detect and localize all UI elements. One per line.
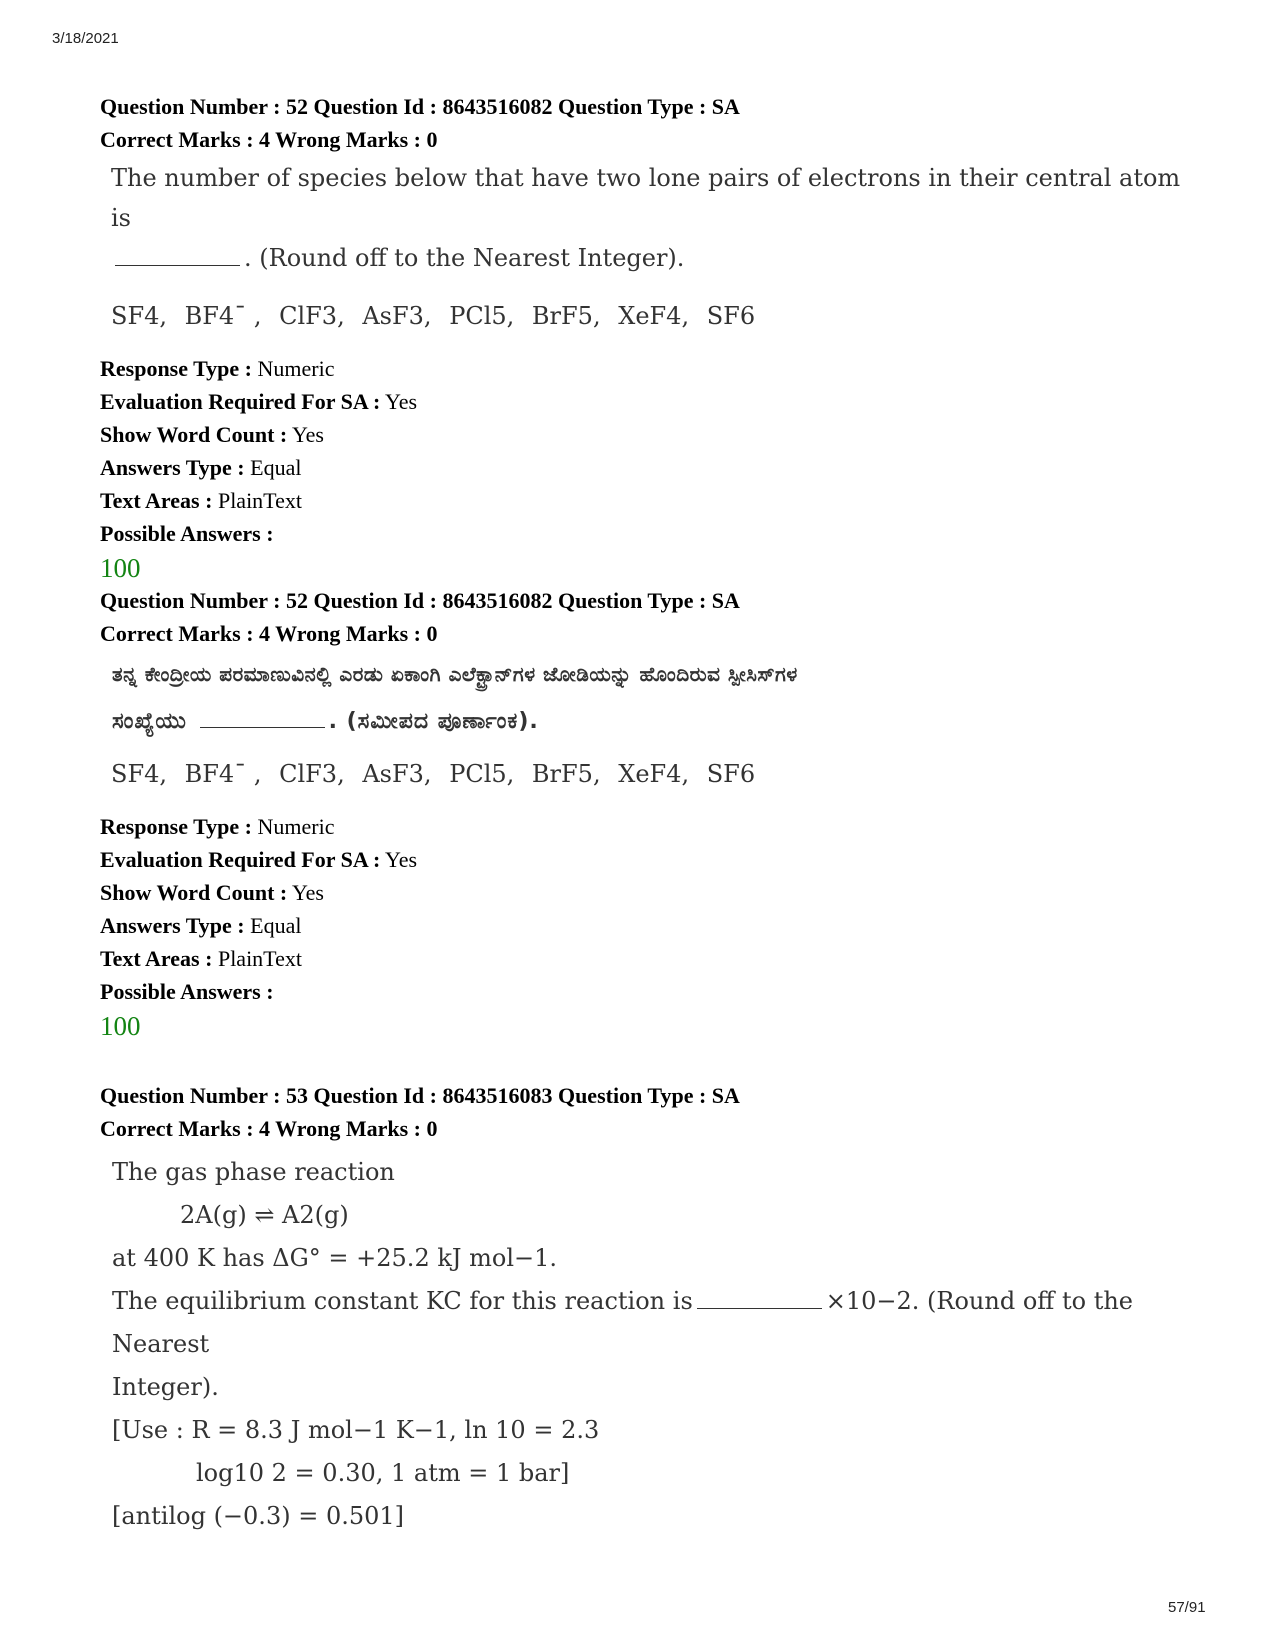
stem-line: [Use : R = 8.3 J mol−1 K−1, ln 10 = 2.3 [112, 1416, 600, 1444]
page-number: 57/91 [1168, 1599, 1206, 1616]
question-header: Question Number : 52 Question Id : 8643516082 Question Type : SA [100, 94, 740, 119]
species-list [111, 760, 1200, 788]
species-brf5: BrF5, [531, 760, 601, 788]
question-block-52-kn [100, 584, 1200, 1044]
question-stem [100, 1151, 1200, 1538]
evaluation-required: Evaluation Required For SA : Yes [100, 389, 418, 414]
species-bf4: BF4¯ , [184, 302, 262, 330]
stem-line: The equilibrium constant KC for this reaction is ×10−2. (Round off to the Nearest [112, 1287, 1133, 1358]
response-type: Response Type : Numeric [100, 356, 335, 381]
question-header: Question Number : 53 Question Id : 8643516083 Question Type : SA [100, 1083, 740, 1108]
marks-header: Correct Marks : 4 Wrong Marks : 0 [100, 621, 438, 646]
question-stem-kannada: ತನ್ನ ಕೇಂದ್ರೀಯ ಪರಮಾಣುವಿನಲ್ಲಿ ಎರಡು ಏಕಾಂಗಿ ಎಲೆಕ್ಟ್ರಾನ್‌ಗಳ ಜೋಡಿಯನ್ನು ಹೊಂದಿರುವ ಸ್ಪೀಸಿಸ್‌ಗಳ ಸಂಖ್ಯೆಯು . (ಸಮೀಪದ ಪೂರ್ಣಾಂಕ). [112, 662, 798, 734]
species-sf4: SF4, [111, 302, 167, 330]
question-header: Question Number : 52 Question Id : 8643516082 Question Type : SA [100, 588, 740, 613]
possible-answer-value: 100 [100, 1011, 141, 1041]
print-date: 3/18/2021 [52, 30, 119, 47]
stem-line: Integer). [112, 1373, 219, 1401]
species-sf4: SF4, [111, 760, 167, 788]
answers-type: Answers Type : Equal [100, 913, 302, 938]
stem-line: log10 2 = 0.30, 1 atm = 1 bar] [196, 1459, 570, 1487]
species-list [111, 302, 1200, 330]
question-block-52-en [100, 90, 1200, 586]
text-areas: Text Areas : PlainText [100, 946, 302, 971]
species-asf3: AsF3, [362, 302, 432, 330]
stem-line: The gas phase reaction [112, 1158, 395, 1186]
answers-type: Answers Type : Equal [100, 455, 302, 480]
answer-blank [697, 1286, 822, 1309]
species-xef4: XeF4, [618, 302, 690, 330]
species-clf3: ClF3, [279, 302, 345, 330]
species-brf5: BrF5, [531, 302, 601, 330]
question-block-53 [100, 1079, 1200, 1538]
reaction-equation: 2A(g) ⇌ A2(g) [180, 1201, 349, 1229]
species-clf3: ClF3, [279, 760, 345, 788]
possible-answer-value: 100 [100, 553, 141, 583]
possible-answers-label: Possible Answers : [100, 979, 274, 1004]
species-pcl5: PCl5, [449, 760, 515, 788]
answer-blank [115, 243, 240, 266]
species-bf4: BF4¯ , [184, 760, 262, 788]
show-word-count: Show Word Count : Yes [100, 422, 324, 447]
species-xef4: XeF4, [618, 760, 690, 788]
show-word-count: Show Word Count : Yes [100, 880, 324, 905]
marks-header: Correct Marks : 4 Wrong Marks : 0 [100, 127, 438, 152]
species-sf6: SF6 [706, 760, 756, 788]
species-pcl5: PCl5, [449, 302, 515, 330]
question-stem: The number of species below that have two lone pairs of electrons in their central atom is . (Round off to the Nearest Integer). [111, 164, 1181, 272]
possible-answers-label: Possible Answers : [100, 521, 274, 546]
marks-header: Correct Marks : 4 Wrong Marks : 0 [100, 1116, 438, 1141]
answer-blank [200, 705, 325, 728]
text-areas: Text Areas : PlainText [100, 488, 302, 513]
response-type: Response Type : Numeric [100, 814, 335, 839]
species-sf6: SF6 [706, 302, 756, 330]
evaluation-required: Evaluation Required For SA : Yes [100, 847, 418, 872]
stem-line: [antilog (−0.3) = 0.501] [112, 1502, 405, 1530]
species-asf3: AsF3, [362, 760, 432, 788]
stem-line: at 400 K has ΔG° = +25.2 kJ mol−1. [112, 1244, 558, 1272]
